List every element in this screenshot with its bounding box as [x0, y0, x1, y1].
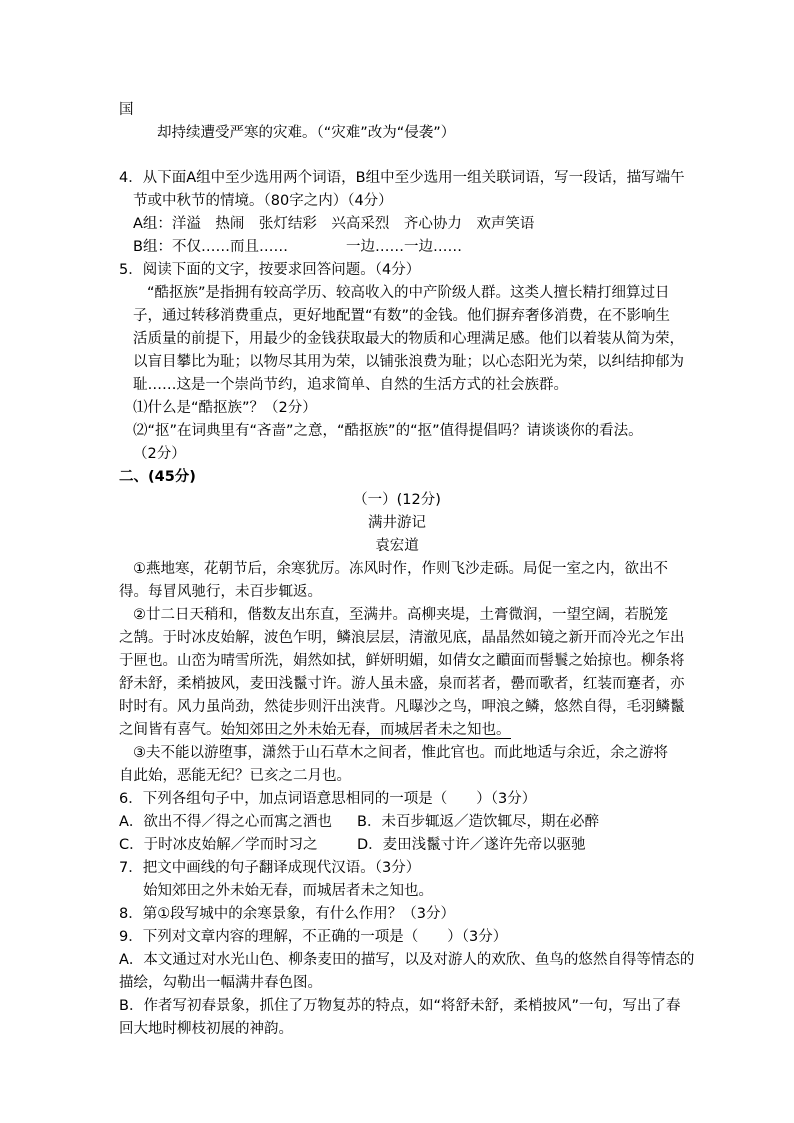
passage-line: ①燕地寒，花朝节后，余寒犹厉。冻风时作，作则飞沙走砾。局促一室之内，欲出不: [133, 561, 668, 577]
passage-line: 耻……这是一个崇尚节约，追求简单、自然的生活方式的社会族群。: [133, 377, 568, 393]
question-6: 6．下列各组句子中，加点词语意思相同的一项是（ ）（3分）: [119, 791, 537, 807]
word-group-a: A组：洋溢 热闹 张灯结彩 兴高采烈 齐心协力 欢声笑语: [133, 216, 535, 232]
question-5: 5．阅读下面的文字，按要求回答问题。（4分）: [119, 262, 421, 278]
text-line: 回大地时柳枝初展的神韵。: [119, 1021, 293, 1037]
passage-line: 活质量的前提下，用最少的金钱获取最大的物质和心理满足感。他们以着装从简为荣，: [133, 331, 684, 347]
passage-line: [119, 721, 511, 739]
passage-line: 子，通过转移消费重点，更好地配置“有数”的金钱。他们摒弃奢侈消费，在不影响生: [133, 308, 671, 324]
passage-line: 于匣也。山峦为晴雪所洗，娟然如拭，鲜妍明媚，如倩女之靧面而髻鬟之始掠也。柳条将: [119, 653, 685, 669]
option-b: B．未百步辄返／造饮辄尽，期在必醉: [357, 814, 599, 830]
section-heading: 二、(45分): [119, 469, 196, 485]
text-fragment: 之间皆有喜气。: [119, 722, 221, 738]
text-line: 国: [119, 102, 134, 118]
passage-line: 得。每冒风驰行，未百步辄返。: [119, 584, 322, 600]
passage-line: ③夫不能以游堕事，潇然于山石草木之间者，惟此官也。而此地适与余近，余之游将: [133, 745, 668, 761]
option-a: A．欲出不得／得之心而寓之酒也: [119, 814, 332, 830]
passage-line: 以盲目攀比为耻；以物尽其用为荣，以铺张浪费为耻；以心态阳光为荣，以纠结抑郁为: [133, 354, 684, 370]
question-8: 8．第①段写城中的余寒景象，有什么作用？（3分）: [119, 906, 455, 922]
passage-line: “酷抠族”是指拥有较高学历、较高收入的中产阶级人群。这类人擅长精打细算过日: [147, 285, 670, 301]
option-a: A．本文通过对水光山色、柳条麦田的描写，以及对游人的欢欣、鱼鸟的悠然自得等情态的: [119, 952, 695, 968]
article-author: 袁宏道: [375, 538, 419, 554]
subsection-heading: （一）(12分): [353, 492, 441, 508]
word-group-b: B组：不仅……而且…… 一边……一边……: [133, 239, 462, 255]
text-line: （2分）: [133, 446, 186, 462]
text-line: 却持续遭受严寒的灾难。（“灾难”改为“侵袭”）: [157, 125, 456, 141]
option-c: C．于时冰皮始解／学而时习之: [119, 837, 318, 853]
passage-line: 时时有。风力虽尚劲，然徒步则汗出浃背。凡曝沙之鸟，呷浪之鳞，悠然自得，毛羽鳞鬣: [119, 699, 685, 715]
passage-line: 舒未舒，柔梢披风，麦田浅鬣寸许。游人虽未盛，泉而茗者，罍而歌者，红装而蹇者，亦: [119, 676, 685, 692]
text-line: 描绘，勾勒出一幅满井春色图。: [119, 975, 322, 991]
question-4: 4．从下面A组中至少选用两个词语，B组中至少选用一组关联词语，写一段话，描写端午: [119, 170, 685, 186]
text-line: 节或中秋节的情境。（80字之内）（4分）: [133, 193, 393, 209]
sub-question: ⑵“抠”在词典里有“吝啬”之意，“酷抠族”的“抠”值得提倡吗？请谈谈你的看法。: [133, 423, 643, 439]
question-7: 7．把文中画线的句子翻译成现代汉语。（3分）: [119, 860, 421, 876]
option-b: B．作者写初春景象，抓住了万物复苏的特点，如“将舒未舒，柔梢披风”一句，写出了春: [119, 998, 681, 1014]
article-title: 满井游记: [368, 515, 426, 531]
question-9: 9．下列对文章内容的理解，不正确的一项是（ ）（3分）: [119, 929, 508, 945]
passage-line: ②廿二日天稍和，偕数友出东直，至满井。高柳夹堤，土膏微润，一望空阔，若脱笼: [133, 607, 668, 623]
passage-line: 之鹄。于时冰皮始解，波色乍明，鳞浪层层，清澈见底，晶晶然如镜之新开而冷光之乍出: [119, 630, 685, 646]
text-line: 始知郊田之外未始无春，而城居者未之知也。: [143, 883, 433, 899]
sub-question: ⑴什么是“酷抠族”？（2分）: [133, 400, 317, 416]
passage-line: 自此始，恶能无纪？已亥之二月也。: [119, 768, 351, 784]
underlined-sentence: 始知郊田之外未始无春，而城居者未之知也。: [220, 722, 511, 738]
option-d: D．麦田浅鬣寸许／遂许先帝以驱驰: [357, 837, 586, 853]
